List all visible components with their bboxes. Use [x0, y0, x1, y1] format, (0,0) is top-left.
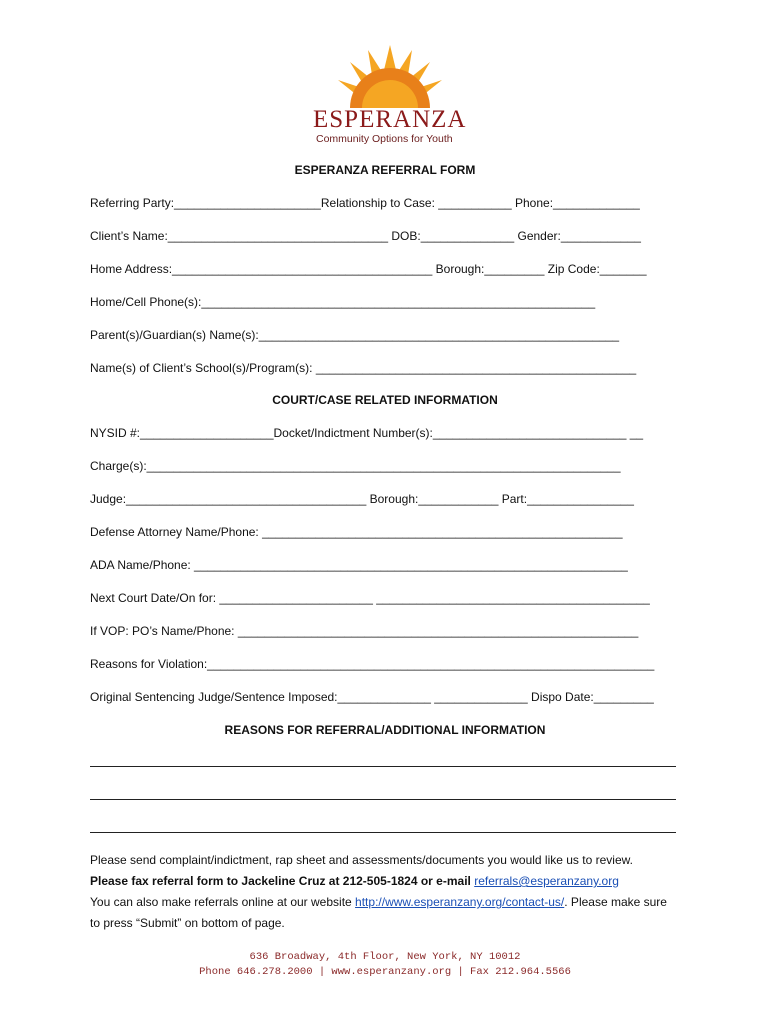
vop-po-line[interactable]: If VOP: PO’s Name/Phone: ____________________________________________________________: [90, 624, 639, 638]
contact-website-link[interactable]: http://www.esperanzany.org/contact-us/: [355, 895, 565, 909]
guardian-names-line[interactable]: Parent(s)/Guardian(s) Name(s):______________________________________________________: [90, 328, 620, 342]
referral-email-link[interactable]: referrals@esperanzany.org: [474, 874, 619, 888]
brand-tagline: Community Options for Youth: [316, 133, 453, 145]
fax-instruction-text: Please fax referral form to Jackeline Cruz at 212-505-1824 or e-mail: [90, 874, 471, 888]
defense-attorney-line[interactable]: Defense Attorney Name/Phone: ______________________________________________________: [90, 525, 623, 539]
home-cell-phone-line[interactable]: Home/Cell Phone(s):___________________________________________________________: [90, 295, 596, 309]
charges-line[interactable]: Charge(s):_______________________________________________________________________: [90, 459, 621, 473]
next-court-date-line[interactable]: Next Court Date/On for: _______________________ _________________________________________: [90, 591, 650, 605]
instructions-online: [90, 892, 680, 934]
referring-party-line[interactable]: Referring Party:______________________Relationship to Case: ___________ Phone:_____________: [90, 196, 640, 210]
violation-reasons-line[interactable]: Reasons for Violation:___________________________________________________________________: [90, 657, 655, 671]
form-title: ESPERANZA REFERRAL FORM: [294, 163, 476, 177]
online-instruction-end: . Please make sure to press “Submit” on bottom of page.: [90, 895, 667, 930]
sentencing-judge-line[interactable]: Original Sentencing Judge/Sentence Imposed:______________ ______________ Dispo Date:_________: [90, 690, 654, 704]
sun-logo-icon: [310, 40, 470, 110]
instructions-documents: Please send complaint/indictment, rap sheet and assessments/documents you would like us to review.: [90, 853, 633, 867]
instructions: [90, 850, 680, 934]
home-address-line[interactable]: Home Address:_______________________________________ Borough:_________ Zip Code:_______: [90, 262, 647, 276]
referral-section-title: REASONS FOR REFERRAL/ADDITIONAL INFORMATION: [224, 723, 546, 737]
additional-info-line[interactable]: [90, 766, 676, 767]
instructions-fax: [90, 871, 680, 892]
ada-name-line[interactable]: ADA Name/Phone: _________________________________________________________________: [90, 558, 628, 572]
school-program-line[interactable]: Name(s) of Client’s School(s)/Program(s): ________________________________________________: [90, 361, 637, 375]
brand-name: ESPERANZA: [313, 106, 467, 133]
court-section-title: COURT/CASE RELATED INFORMATION: [272, 393, 498, 407]
online-instruction-text: You can also make referrals online at our website: [90, 895, 352, 909]
judge-borough-part-line[interactable]: Judge:____________________________________ Borough:____________ Part:________________: [90, 492, 634, 506]
client-name-line[interactable]: Client’s Name:_________________________________ DOB:______________ Gender:____________: [90, 229, 641, 243]
nysid-docket-line[interactable]: NYSID #:____________________Docket/Indictment Number(s):_____________________________ __: [90, 426, 644, 440]
additional-info-line[interactable]: [90, 832, 676, 833]
footer-address: 636 Broadway, 4th Floor, New York, NY 10012: [249, 951, 521, 963]
footer: [0, 950, 770, 980]
additional-info-line[interactable]: [90, 799, 676, 800]
footer-contact: Phone 646.278.2000 | www.esperanzany.org | Fax 212.964.5566: [199, 966, 571, 978]
